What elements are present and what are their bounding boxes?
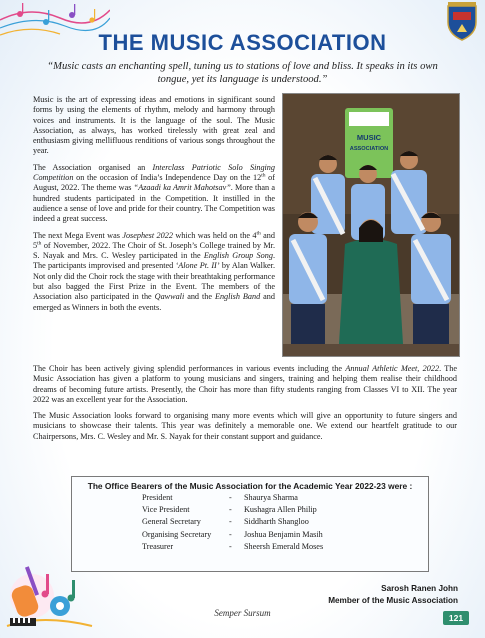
bearer-row (72, 530, 428, 542)
bearer-role: Vice President (142, 505, 190, 515)
bearer-row (72, 505, 428, 517)
banner-text-2: ASSOCIATION (349, 146, 389, 152)
bearer-role: General Secretary (142, 517, 201, 527)
page-title: THE MUSIC ASSOCIATION (98, 30, 387, 55)
body-column-left (33, 95, 275, 319)
bearer-dash: - (229, 541, 232, 551)
musical-instruments-decoration (2, 556, 102, 636)
quote: “Music casts an enchanting spell, tuning us to stations of love and bliss. It speaks in its own tongue, yet its language is understood.” (47, 61, 438, 85)
bearer-dash: - (229, 529, 232, 539)
author-name: Sarosh Ranen John (381, 584, 458, 593)
footer-motto: Semper Sursum (214, 608, 271, 618)
teacher-figure (339, 239, 403, 344)
bearer-dash: - (229, 493, 232, 502)
paragraph-choir: The Choir has been actively giving splendid performances in various events including the Annual Athletic Meet, 2022. The Music Association has given a platform to young musicians and singers, training and helping them realise their childhood dreams of becoming future artists. Presently, the Choir has more than fifty students ranging from Classes VI to XII. The year 2022 was an excellent year for the Association. (33, 364, 458, 404)
bearer-name: Kushagra Allen Philip (244, 505, 317, 515)
paragraph-josephest: The next Mega Event was Josephest 2022 which was held on the 4th and 5th of November, 2022. The Choir of St. Joseph’s College trained by Mr. S. Nayak and Mrs. C. Wesley participated in the English Group Song. The participants improvised and presented ‘Alone Pt. II’ by Alan Walker. Not only did the Choir rock the stage with their breathtaking performance but also bagged the First Prize in the Event. The members of the Association also participated in the Qawwali and the English Band and emerged as Winners in both the events. (33, 229, 275, 312)
bearer-dash: - (229, 505, 232, 515)
signature-block (328, 583, 458, 607)
bearer-name: Sheersh Emerald Moses (244, 541, 324, 551)
group-photo-illustration (283, 94, 459, 356)
group-photo (282, 93, 460, 357)
bearer-role: Organising Secretary (142, 529, 212, 539)
paragraph-closing: The Music Association looks forward to organising many more events which will give an opportunity to future singers and musicians to showcase their talents. This year was definitely a memorable one. We extend our heartfelt gratitude to our Chairpersons, Mrs. C. Wesley and Mr. S. Nayak for their constant support and guidance. (33, 411, 457, 441)
bearer-name: Shaurya Sharma (244, 493, 298, 502)
bearer-row (72, 517, 428, 529)
banner-text-1: MUSIC (356, 133, 382, 142)
bearer-name: Siddharth Shangloo (244, 517, 309, 527)
author-role: Member of the Music Association (328, 596, 458, 605)
bearer-dash: - (229, 517, 232, 527)
bearer-name: Joshua Benjamin Masih (244, 529, 323, 539)
office-bearers-box (71, 476, 429, 572)
office-bearers-title: The Office Bearers of the Music Association for the Academic Year 2022-23 were : (87, 481, 413, 491)
bearer-row (72, 542, 428, 554)
bearer-role: Treasurer (142, 541, 174, 551)
paragraph-intro: Music is the art of expressing ideas and emotions in significant sound forms by using the elements of rhythm, melody and harmony through voices and instruments. It is the language of the soul. The Music Association, as always, has worked tirelessly with great zeal and enthusiasm giving mellifluous renditions of various songs throughout the year. (33, 95, 275, 156)
body-full-width (33, 364, 457, 448)
page-number-badge: 121 (443, 611, 469, 625)
paragraph-independence-day: The Association organised an Interclass Patriotic Solo Singing Competition on the occasion of India’s Independence Day on the 12th of August, 2022. The theme was “Azaadi ka Amrit Mahotsav”. More than a hundred students participated in the Competition. It instilled in the audience a sense of love and pride for their country. The Competition was indeed a great success. (33, 162, 276, 224)
bearer-row (72, 493, 428, 505)
bearer-role: President (142, 493, 173, 502)
